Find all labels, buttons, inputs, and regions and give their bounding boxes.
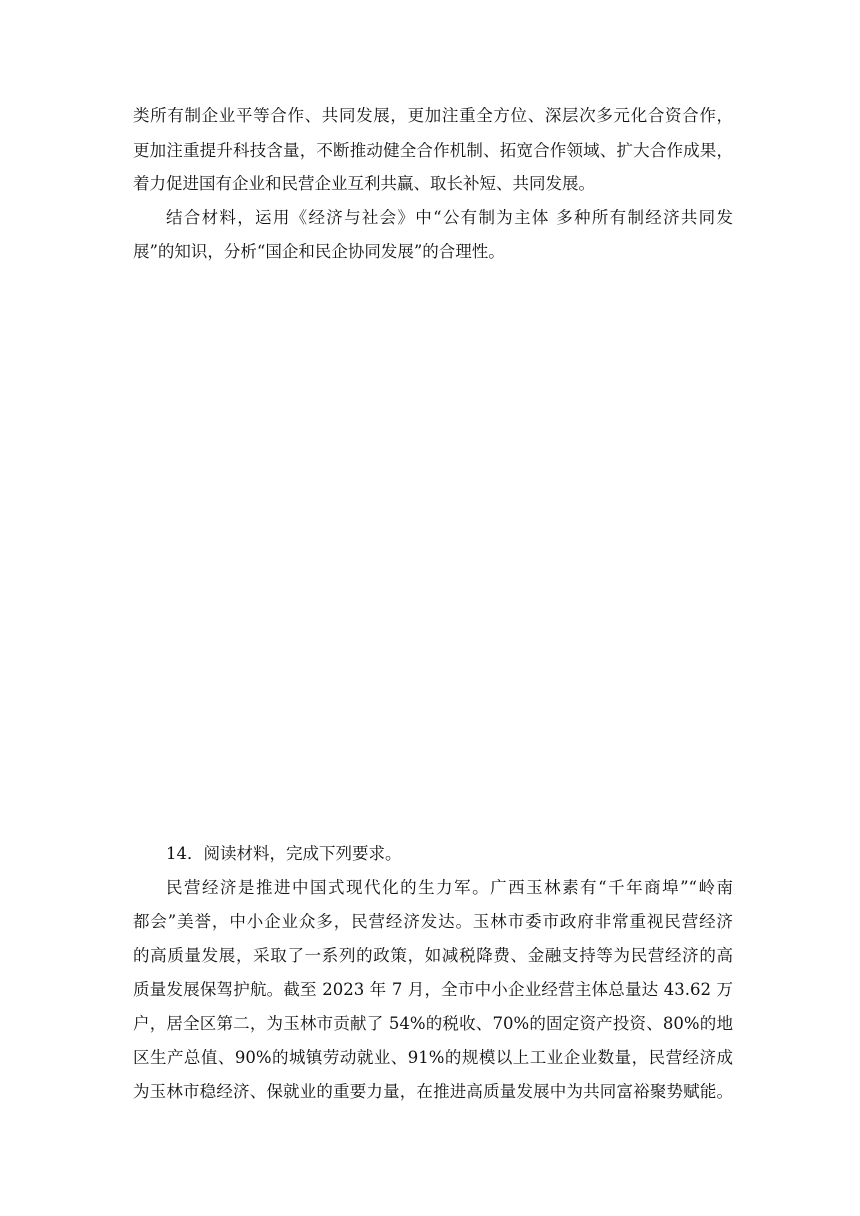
- material-line: 都会”美誉，中小企业众多，民营经济发达。玉林市委市政府非常重视民营经济: [133, 912, 733, 931]
- material-line: 为玉林市稳经济、保就业的重要力量，在推进高质量发展中为共同富裕聚势赋能。: [133, 1082, 733, 1101]
- paragraph-line: 着力促进国有企业和民营企业互利共赢、取长补短、共同发展。: [133, 174, 595, 193]
- material-line: 区生产总值、90%的城镇劳动就业、91%的规模以上工业企业数量，民营经济成: [133, 1048, 733, 1067]
- material-line: 的高质量发展，采取了一系列的政策，如减税降费、金融支持等为民营经济的高: [133, 946, 733, 965]
- material-line: 民营经济是推进中国式现代化的生力军。广西玉林素有“千年商埠”“岭南: [166, 878, 733, 897]
- material-line: 户，居全区第二，为玉林市贡献了 54%的税收、70%的固定资产投资、80%的地: [133, 1014, 733, 1033]
- material-line: 质量发展保驾护航。截至 2023 年 7 月，全市中小企业经营主体总量达 43.62 万: [133, 980, 733, 999]
- question-prompt-line: 展”的知识，分析“国企和民企协同发展”的合理性。: [133, 242, 505, 261]
- paragraph-line: 更加注重提升科技含量，不断推动健全合作机制、拓宽合作领域、扩大合作成果，: [133, 141, 733, 160]
- answer-space: [133, 275, 733, 835]
- question-prompt-line: 结合材料，运用《经济与社会》中“公有制为主体 多种所有制经济共同发: [166, 208, 733, 227]
- paragraph-line: 类所有制企业平等合作、共同发展，更加注重全方位、深层次多元化合资合作，: [133, 106, 733, 125]
- question-heading: 14．阅读材料，完成下列要求。: [166, 844, 402, 863]
